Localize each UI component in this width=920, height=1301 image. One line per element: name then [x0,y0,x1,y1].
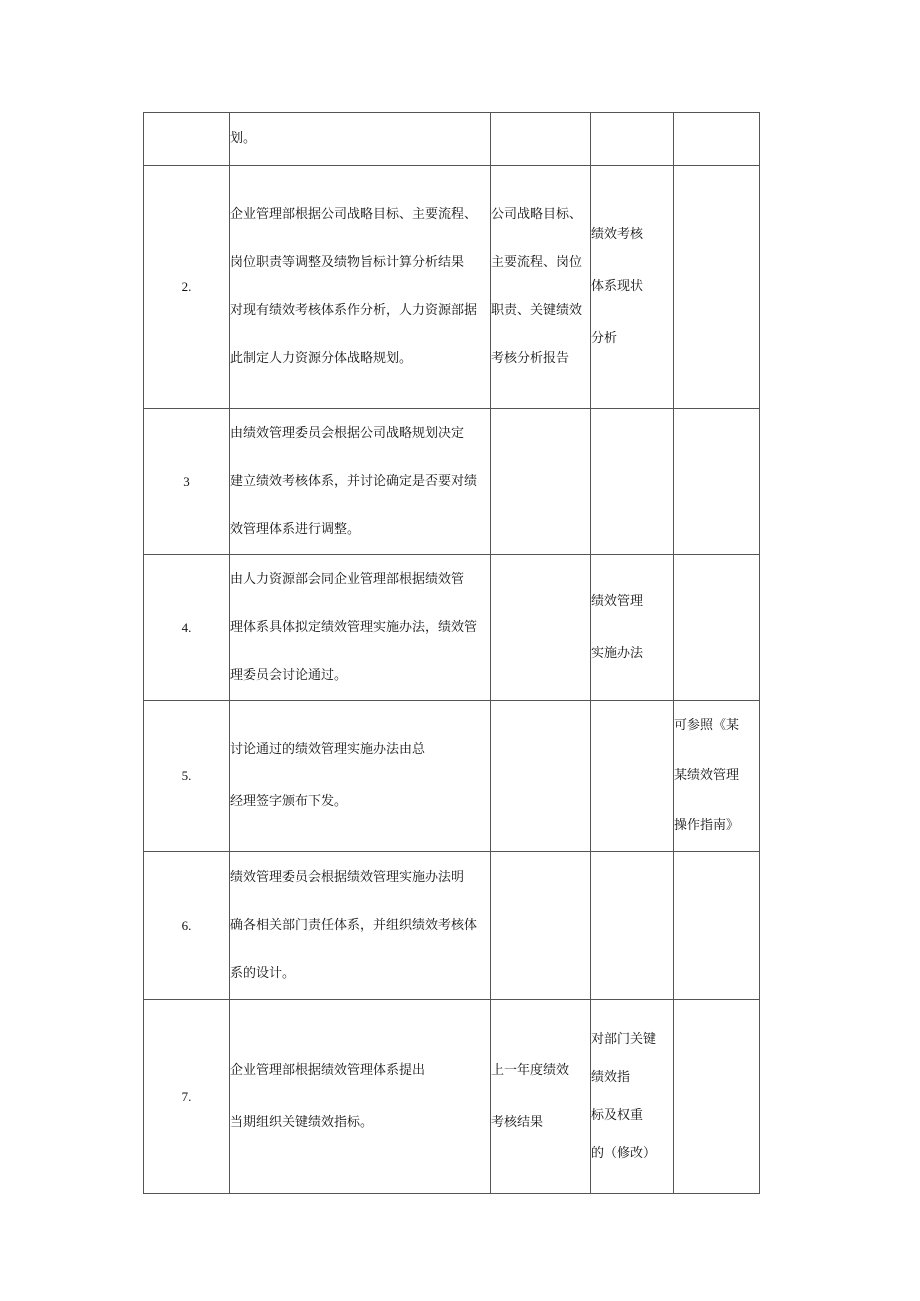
step-description [230,1000,491,1194]
step-description-line: 绩效管理委员会根据绩效管理实施办法明 [230,869,465,885]
remarks-line: 可参照《某 [674,718,740,733]
table-body [144,113,760,1194]
input-document-line: 公司战略目标、 [491,207,583,222]
output-document [591,166,674,409]
step-description-line: 理委员会讨论通过。 [230,667,348,683]
step-number: 7. [144,1000,230,1194]
input-document-line: 职责、关键绩效 [491,303,583,318]
step-description [230,409,491,555]
output-document-line: 绩效管理 [591,593,644,609]
step-description-line: 由绩效管理委员会根据公司战略规划决定 [230,425,465,441]
input-document-line: 主要流程、岗位 [491,255,583,270]
step-description-line: 企业管理部根据绩效管理体系提出 [230,1062,426,1078]
step-description [230,701,491,852]
step-description-line: 经理签字颁布下发。 [230,794,348,809]
output-document [591,701,674,852]
step-number [144,113,230,166]
step-description-line: 对现有绩效考核体系作分析，人力资源部据 [230,303,478,318]
output-document-line: 标及权重 [591,1107,644,1123]
table-row [144,1000,760,1194]
step-description-line: 此制定人力资源分体战略规划。 [230,351,413,366]
input-document-line: 考核分析报告 [491,351,570,366]
output-document-line: 绩效考核 [591,227,644,242]
step-description-line: 岗位职责等调整及绩物旨标计算分析结果 [230,255,465,270]
step-description-line: 划。 [230,131,257,146]
remarks [674,113,760,166]
output-document [591,409,674,555]
input-document [491,113,591,166]
remarks [674,166,760,409]
step-description-line: 由人力资源部会同企业管理部根据绩效管 [230,571,465,587]
step-number: 3 [144,409,230,555]
step-description-line: 确各相关部门责任体系，并组织绩效考核体 [230,917,478,933]
step-description [230,555,491,701]
step-number: 5. [144,701,230,852]
output-document [591,852,674,1000]
input-document-line: 上一年度绩效 [491,1062,570,1078]
step-description-line: 系的设计。 [230,965,296,981]
output-document [591,1000,674,1194]
step-description-line: 企业管理部根据公司战略目标、主要流程、 [230,207,478,222]
table-row [144,555,760,701]
step-number: 2. [144,166,230,409]
output-document [591,113,674,166]
output-document [591,555,674,701]
input-document [491,166,591,409]
step-description-line: 讨论通过的绩效管理实施办法由总 [230,742,426,757]
output-document-line: 体系现状 [591,279,644,294]
remarks [674,555,760,701]
step-description-line: 理体系具体拟定绩效管理实施办法，绩效管 [230,619,478,635]
input-document [491,852,591,1000]
input-document [491,701,591,852]
step-description-line: 效管理体系进行调整。 [230,521,361,537]
step-description [230,113,491,166]
step-description-line: 当期组织关键绩效指标。 [230,1114,374,1130]
step-description-line: 建立绩效考核体系，并讨论确定是否要对绩 [230,473,478,489]
remarks [674,701,760,852]
table-row [144,852,760,1000]
output-document-line: 对部门关键 [591,1031,657,1047]
table-row [144,409,760,555]
remarks [674,1000,760,1194]
step-number: 4. [144,555,230,701]
step-number: 6. [144,852,230,1000]
input-document [491,1000,591,1194]
table-row [144,701,760,852]
input-document [491,409,591,555]
output-document-line: 的（修改） [591,1145,657,1161]
table-row [144,166,760,409]
output-document-line: 实施办法 [591,645,644,661]
input-document-line: 考核结果 [491,1114,544,1130]
table-row [144,113,760,166]
input-document [491,555,591,701]
process-table [143,112,760,1194]
remarks-line: 某绩效管理 [674,768,740,783]
step-description [230,852,491,1000]
output-document-line: 绩效指 [591,1069,631,1085]
remarks-line: 操作指南》 [674,818,740,833]
output-document-line: 分析 [591,331,618,346]
remarks [674,409,760,555]
remarks [674,852,760,1000]
step-description [230,166,491,409]
